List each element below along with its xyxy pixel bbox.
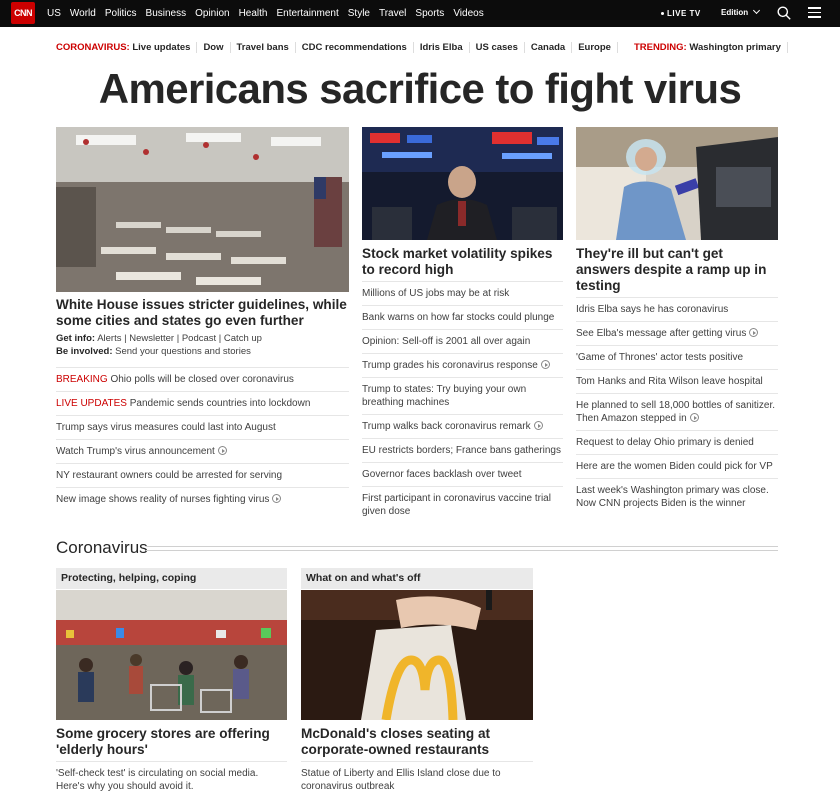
classroom-photo[interactable] — [56, 127, 349, 292]
testing-photo[interactable] — [576, 127, 778, 240]
nav-link-business[interactable]: Business — [145, 8, 187, 19]
strip-item[interactable]: Travel bans — [231, 42, 296, 53]
breaking-label: BREAKING — [56, 374, 108, 385]
nav-link-videos[interactable]: Videos — [453, 8, 484, 19]
list-item-text: Ohio polls will be closed over coronavirus — [110, 374, 294, 385]
list-item-text: Statue of Liberty and Ellis Island close due to coronavirus outbreak — [301, 768, 501, 791]
card1-list — [56, 761, 287, 791]
live-updates-text: Live updates — [132, 41, 191, 53]
list-item-text: Trump to states: Try buying your own breathing machines — [362, 384, 527, 408]
list-item[interactable] — [362, 378, 563, 415]
page-headline[interactable]: Americans sacrifice to fight virus — [98, 65, 742, 112]
strip-item[interactable]: Idris Elba — [414, 42, 470, 53]
list-item-text: First participant in coronavirus vaccine trial given dose — [362, 493, 551, 517]
strip-live-updates[interactable] — [56, 42, 197, 53]
strip-item[interactable]: CDC recommendations — [296, 42, 414, 53]
list-item-text: He planned to sell 18,000 bottles of sanitizer. Then Amazon stepped in — [576, 400, 776, 424]
card-label: What on and what's off — [301, 568, 533, 589]
list-item[interactable] — [362, 354, 563, 378]
edition-picker[interactable] — [721, 8, 759, 17]
list-item-text: Here are the women Biden could pick for VP — [576, 461, 773, 472]
list-item[interactable] — [56, 488, 349, 511]
get-info-links[interactable]: Alerts | Newsletter | Podcast | Catch up — [97, 333, 262, 344]
list-item-text: Millions of US jobs may be at risk — [362, 288, 510, 299]
get-info-label: Get info: — [56, 333, 96, 344]
list-item[interactable] — [362, 330, 563, 354]
grocery-store-photo[interactable] — [56, 590, 287, 720]
live-tv-label: LIVE TV — [667, 9, 701, 18]
list-item[interactable] — [576, 322, 778, 346]
video-play-icon — [690, 413, 699, 422]
section-title[interactable]: Coronavirus — [56, 538, 148, 557]
list-item[interactable] — [56, 416, 349, 440]
list-item-text: Trump walks back coronavirus remark — [362, 421, 531, 432]
list-item-text: Opinion: Sell-off is 2001 all over again — [362, 336, 531, 347]
chevron-down-icon — [753, 7, 760, 14]
video-play-icon — [218, 446, 227, 455]
list-item[interactable] — [576, 455, 778, 479]
strip-item[interactable]: Canada — [525, 42, 572, 53]
nav-link-sports[interactable]: Sports — [415, 8, 445, 19]
list-item-text: EU restricts borders; France bans gatherings — [362, 445, 561, 456]
list-item[interactable] — [56, 392, 349, 416]
list-item[interactable] — [362, 487, 563, 523]
search-icon[interactable] — [777, 6, 791, 20]
live-tv-link[interactable] — [661, 9, 701, 18]
cnn-logo[interactable]: CNN — [11, 2, 35, 24]
video-play-icon — [749, 328, 758, 337]
list-item[interactable] — [576, 479, 778, 515]
list-item[interactable] — [362, 439, 563, 463]
list-item-text: Last week's Washington primary was close. Now CNN projects Biden is the winner — [576, 485, 769, 509]
list-item-text: Governor faces backlash over tweet — [362, 469, 522, 480]
list-item[interactable] — [576, 370, 778, 394]
list-item[interactable] — [576, 431, 778, 455]
list-item[interactable] — [576, 394, 778, 431]
list-item[interactable] — [301, 761, 533, 791]
nav-link-opinion[interactable]: Opinion — [195, 8, 230, 19]
nav-link-world[interactable]: World — [69, 8, 96, 19]
trending-text: Washington primary — [689, 41, 781, 53]
hamburger-menu-icon[interactable] — [808, 7, 821, 18]
mcdonalds-bag-photo[interactable] — [301, 590, 533, 720]
trending-label: TRENDING: — [633, 41, 687, 53]
nav-link-travel[interactable]: Travel — [378, 8, 407, 19]
list-item[interactable] — [56, 761, 287, 791]
list-item-text: 'Self-check test' is circulating on social media. Here's why you should avoid it. — [56, 768, 259, 791]
video-play-icon — [534, 421, 543, 430]
be-involved-link[interactable]: Send your questions and stories — [115, 346, 251, 357]
list-item-text: Tom Hanks and Rita Wilson leave hospital — [576, 376, 763, 387]
nav-link-us[interactable]: US — [47, 8, 61, 19]
list-item[interactable] — [362, 463, 563, 487]
nav-link-politics[interactable]: Politics — [104, 8, 137, 19]
video-play-icon — [541, 360, 550, 369]
nav-links — [47, 0, 493, 27]
live-updates-label: LIVE UPDATES — [56, 398, 127, 409]
col2-headline[interactable]: Stock market volatility spikes to record high — [362, 246, 553, 277]
be-involved-line — [56, 345, 349, 358]
list-item-text: Trump says virus measures could last into August — [56, 422, 276, 433]
live-dot-icon — [661, 12, 664, 15]
list-item-text: Bank warns on how far stocks could plunge — [362, 312, 555, 323]
card-headline[interactable]: McDonald's closes seating at corporate-owned restaurants — [301, 726, 491, 757]
list-item[interactable] — [576, 346, 778, 370]
list-item-text: 'Game of Thrones' actor tests positive — [576, 352, 744, 363]
card-headline[interactable]: Some grocery stores are offering 'elderly hours' — [56, 726, 270, 757]
list-item[interactable] — [56, 464, 349, 488]
nav-link-style[interactable]: Style — [347, 8, 370, 19]
col3-headline[interactable]: They're ill but can't get answers despite a ramp up in testing — [576, 246, 767, 293]
nav-link-entertainment[interactable]: Entertainment — [276, 8, 339, 19]
edition-label: Edition — [721, 8, 749, 17]
col3-list — [576, 297, 778, 515]
col1-list — [56, 367, 349, 511]
list-item[interactable] — [576, 297, 778, 322]
section-divider — [146, 546, 778, 551]
stock-trader-photo[interactable] — [362, 127, 563, 240]
list-item[interactable] — [362, 306, 563, 330]
top-nav — [0, 0, 840, 27]
trending-strip — [56, 41, 788, 53]
list-item-text: Request to delay Ohio primary is denied — [576, 437, 754, 448]
strip-item[interactable]: US cases — [470, 42, 525, 53]
list-item[interactable] — [362, 415, 563, 439]
list-item-text: New image shows reality of nurses fighting virus — [56, 494, 270, 505]
nav-link-health[interactable]: Health — [238, 8, 268, 19]
list-item-text: See Elba's message after getting virus — [576, 328, 747, 339]
strip-trending[interactable] — [628, 42, 788, 53]
list-item-text: Pandemic sends countries into lockdown — [129, 398, 311, 409]
list-item[interactable] — [362, 281, 563, 306]
be-involved-label: Be involved: — [56, 346, 113, 357]
card2-list — [301, 761, 533, 791]
list-item[interactable] — [56, 440, 349, 464]
get-info-line — [56, 332, 349, 345]
video-play-icon — [272, 494, 281, 503]
list-item-text: Watch Trump's virus announcement — [56, 446, 215, 457]
list-item[interactable] — [56, 367, 349, 392]
col1-headline[interactable]: White House issues stricter guidelines, while some cities and states go even further — [56, 297, 347, 328]
list-item-text: Trump grades his coronavirus response — [362, 360, 538, 371]
strip-item[interactable]: Europe — [572, 42, 618, 53]
strip-item[interactable]: Dow — [197, 42, 230, 53]
list-item-text: Idris Elba says he has coronavirus — [576, 304, 729, 315]
card-label: Protecting, helping, coping — [56, 568, 287, 589]
col2-list — [362, 281, 563, 523]
list-item-text: NY restaurant owners could be arrested for serving — [56, 470, 283, 481]
coronavirus-label: CORONAVIRUS: — [56, 41, 130, 53]
